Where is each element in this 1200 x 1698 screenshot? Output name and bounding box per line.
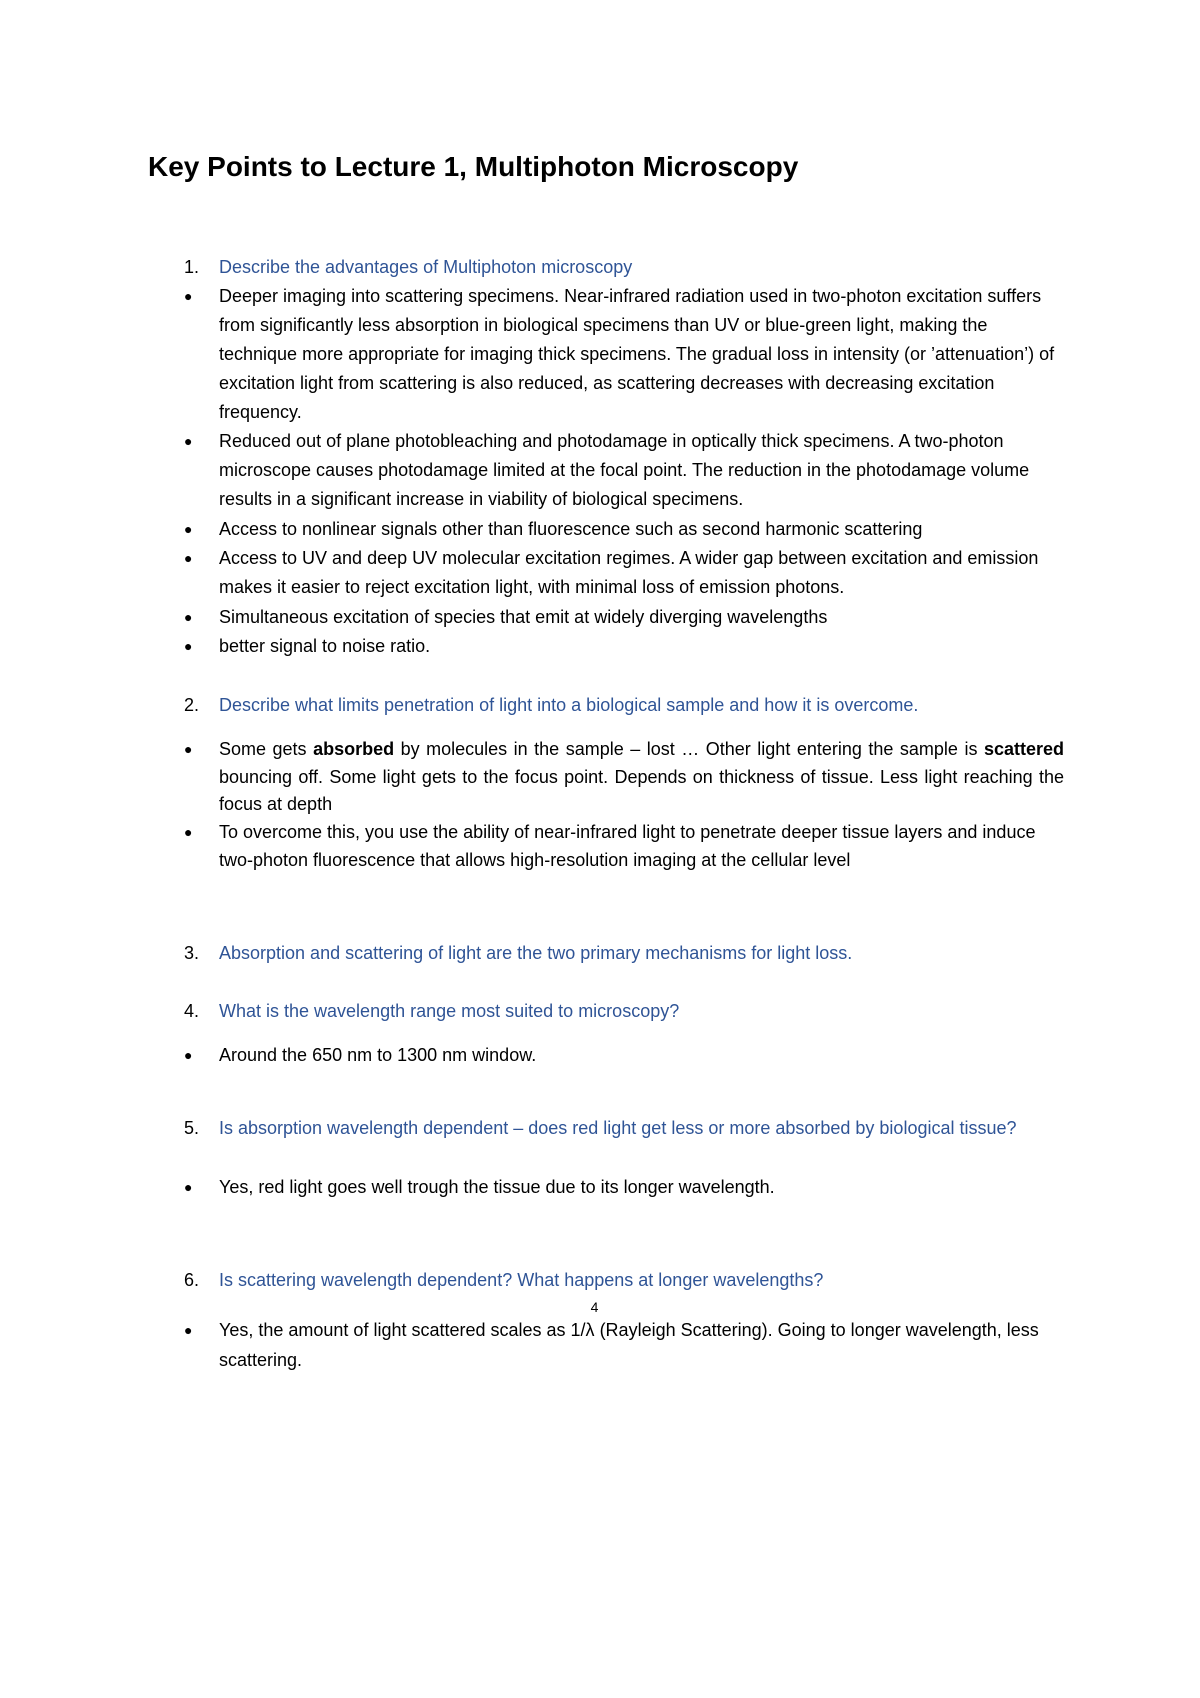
list-item <box>184 544 1064 602</box>
question-text: Is scattering wavelength dependent? What happens at longer wavelengths? <box>219 1270 824 1290</box>
text-run: by molecules in the sample – lost … Other light entering the sample is <box>394 739 984 759</box>
list-item <box>184 1299 1064 1375</box>
question-text: Is absorption wavelength dependent – does red light get less or more absorbed by biological tissue? <box>219 1118 1017 1138</box>
text-run: bouncing off. Some light gets to the focus point. Depends on thickness of tissue. Less light reaching the focus at depth <box>219 766 1064 814</box>
page-title: Key Points to Lecture 1, Multiphoton Microscopy <box>148 151 799 182</box>
bullet-icon: ● <box>184 741 193 757</box>
question-text: Absorption and scattering of light are the two primary mechanisms for light loss. <box>219 943 853 963</box>
list-item <box>184 1041 1064 1070</box>
list-item <box>184 632 1064 661</box>
bold-term: scattered <box>983 739 1064 759</box>
question-text: Describe the advantages of Multiphoton microscopy <box>219 257 633 277</box>
list-item-text: Simultaneous excitation of species that emit at widely diverging wavelengths <box>219 607 828 627</box>
text-run: (Rayleigh Scattering). Going to longer wavelength, less scattering. <box>219 1320 1039 1370</box>
list-item-text: Deeper imaging into scattering specimens. Near-infrared radiation used in two-photon excitation suffers from significantly less absorption in biological specimens than UV or blue-green light, making the technique more appropriate for imaging thick specimens. The gradual loss in intensity (or ’attenuation’) of excitation light from scattering is also reduced, as scattering decreases with decreasing excitation frequency. <box>219 286 1055 422</box>
question-text: Describe what limits penetration of light into a biological sample and how it is overcome. <box>219 695 919 715</box>
question-number: 4. <box>184 1001 200 1021</box>
question-number: 1. <box>184 257 200 277</box>
list-item-text: Yes, red light goes well trough the tissue due to its longer wavelength. <box>219 1177 775 1197</box>
list-item <box>184 819 1064 874</box>
list-item-text: Reduced out of plane photobleaching and photodamage in optically thick specimens. A two-photon microscope causes photodamage limited at the focal point. The reduction in the photodamage volume results in a significant increase in viability of biological specimens. <box>219 431 1030 509</box>
list-item <box>184 515 1064 544</box>
bullet-icon: ● <box>184 609 193 625</box>
list-item-text <box>219 736 1064 819</box>
bullet-icon: ● <box>184 288 193 304</box>
list-item-text: Around the 650 nm to 1300 nm window. <box>219 1045 537 1065</box>
bold-term: absorbed <box>313 739 395 759</box>
list-item-text: better signal to noise ratio. <box>219 636 431 656</box>
text-run: Yes, the amount of light scattered scales as 1/λ <box>219 1320 595 1340</box>
list-item <box>184 736 1064 819</box>
list-item <box>184 282 1064 427</box>
bullet-icon: ● <box>184 1322 193 1338</box>
list-item-text: Access to nonlinear signals other than fluorescence such as second harmonic scattering <box>219 519 923 539</box>
list-item <box>184 603 1064 632</box>
question-2 <box>184 691 1064 720</box>
list-item-text: Yes, the amount of light scattered scales as 1/λ4 (Rayleigh Scattering). Going to longer wavelength, less scattering. <box>219 1299 1039 1370</box>
list-item-text: To overcome this, you use the ability of near-infrared light to penetrate deeper tissue layers and induce two-photon fluorescence that allows high-resolution imaging at the cellular level <box>219 822 1036 870</box>
text-run: Some gets <box>219 739 314 759</box>
bullet-icon: ● <box>184 1179 193 1195</box>
question-1 <box>184 253 1064 282</box>
question-6 <box>184 1266 1064 1295</box>
question-text: What is the wavelength range most suited to microscopy? <box>219 1001 680 1021</box>
list-item <box>184 1173 1064 1202</box>
bullet-icon: ● <box>184 521 193 537</box>
bullet-icon: ● <box>184 550 193 566</box>
bullet-icon: ● <box>184 1047 193 1063</box>
question-3 <box>184 939 1064 968</box>
question-number: 3. <box>184 943 200 963</box>
question-number: 6. <box>184 1270 200 1290</box>
bullet-icon: ● <box>184 433 193 449</box>
list-item-text: Access to UV and deep UV molecular excitation regimes. A wider gap between excitation and emission makes it easier to reject excitation light, with minimal loss of emission photons. <box>219 548 1039 597</box>
bullet-icon: ● <box>184 638 193 654</box>
question-5 <box>184 1114 1064 1143</box>
list-item <box>184 427 1064 514</box>
question-number: 5. <box>184 1118 200 1138</box>
question-number: 2. <box>184 695 200 715</box>
bullet-icon: ● <box>184 824 193 840</box>
question-4 <box>184 997 1064 1026</box>
